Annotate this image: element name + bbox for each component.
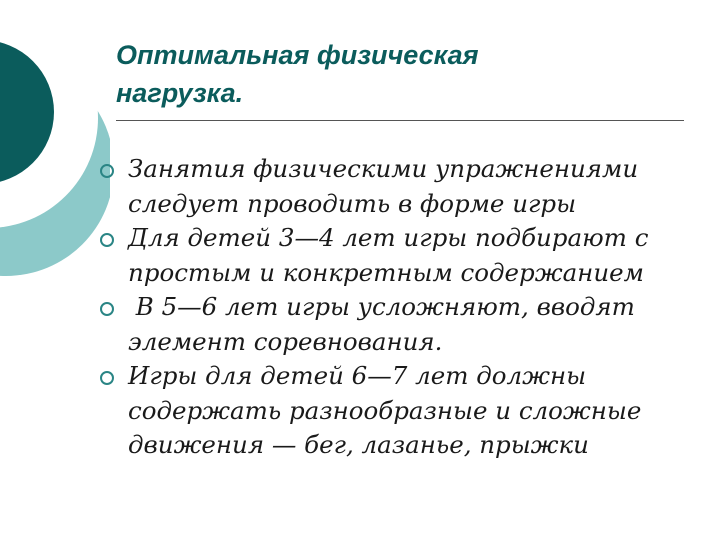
bullet-list [98,152,698,463]
circle-bullet-icon [100,233,114,247]
bullet-text-line: следует проводить в форме игры [128,188,577,218]
bullet-text-line: В 5—6 лет игры усложняют, вводят [128,292,635,321]
bullet-text-line: Игры для детей 6—7 лет должны [128,361,587,390]
title-line-1: Оптимальная физическая [116,40,479,70]
bullet-item [98,290,698,359]
bullet-text-line: Для детей 3—4 лет игры подбирают с [128,223,649,252]
circle-bullet-icon [100,371,114,385]
decorative-circles [0,0,110,290]
bullet-text-line: движения — бег, лазанье, прыжки [128,430,589,459]
slide-title [116,36,676,112]
title-line-2: нагрузка. [116,78,244,108]
bullet-text-line: элемент соревнования. [128,326,443,356]
bullet-item [98,359,698,463]
bullet-text-line: Занятия физическими упражнениями [128,154,639,183]
bullet-item [98,152,698,221]
title-divider [116,120,684,121]
bullet-text-line: простым и конкретным содержанием [128,257,644,287]
bullet-item [98,221,698,290]
bullet-text-line: содержать разнообразные и сложные [128,395,642,425]
circle-bullet-icon [100,302,114,316]
circle-bullet-icon [100,164,114,178]
